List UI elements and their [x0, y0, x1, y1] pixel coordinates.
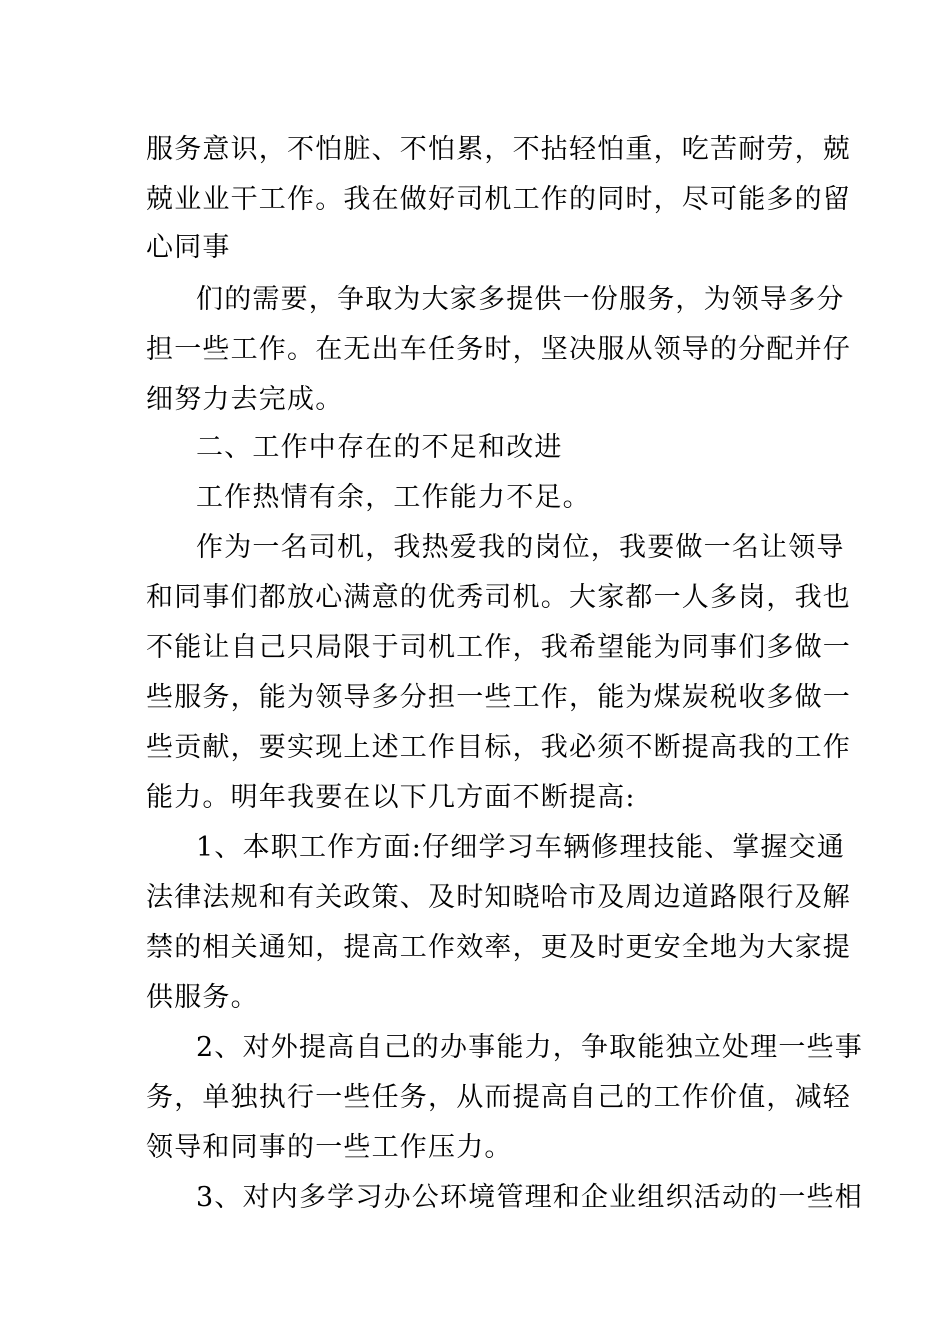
text-line: 兢业业干工作。我在做好司机工作的同时，尽可能多的留	[146, 184, 851, 215]
text-line: 些服务，能为领导多分担一些工作，能为煤炭税收多做一	[146, 682, 851, 713]
text-line: 不能让自己只局限于司机工作，我希望能为同事们多做一	[146, 632, 851, 663]
text-line: 和同事们都放心满意的优秀司机。大家都一人多岗，我也	[146, 582, 851, 613]
text-line: 禁的相关通知，提高工作效率，更及时更安全地为大家提	[146, 932, 851, 963]
text-line: 担一些工作。在无出车任务时，坚决服从领导的分配并仔	[146, 334, 851, 365]
paragraph-first-line: 工作热情有余，工作能力不足。	[196, 482, 591, 513]
text-line: 领导和同事的一些工作压力。	[146, 1132, 513, 1163]
text-line: 些贡献，要实现上述工作目标，我必须不断提高我的工作	[146, 732, 851, 763]
text-line: 服务意识，不怕脏、不怕累，不拈轻怕重，吃苦耐劳，兢	[146, 134, 851, 165]
paragraph-first-line: 作为一名司机，我热爱我的岗位，我要做一名让领导	[196, 532, 845, 563]
paragraph-first-line: 们的需要，争取为大家多提供一份服务，为领导多分	[196, 284, 845, 315]
list-item-first-line: 2、对外提高自己的办事能力，争取能独立处理一些事	[196, 1032, 863, 1063]
text-line: 细努力去完成。	[146, 384, 344, 415]
text-line: 务，单独执行一些任务，从而提高自己的工作价值，减轻	[146, 1082, 851, 1113]
list-item-first-line: 1、本职工作方面:仔细学习车辆修理技能、掌握交通	[196, 832, 846, 863]
list-item-first-line: 3、对内多学习办公环境管理和企业组织活动的一些相	[196, 1182, 863, 1213]
text-line: 心同事	[146, 232, 231, 263]
text-line: 供服务。	[146, 982, 259, 1013]
text-line: 法律法规和有关政策、及时知晓哈市及周边道路限行及解	[146, 882, 851, 913]
section-heading: 二、工作中存在的不足和改进	[196, 432, 563, 463]
text-line: 能力。明年我要在以下几方面不断提高:	[146, 782, 636, 813]
